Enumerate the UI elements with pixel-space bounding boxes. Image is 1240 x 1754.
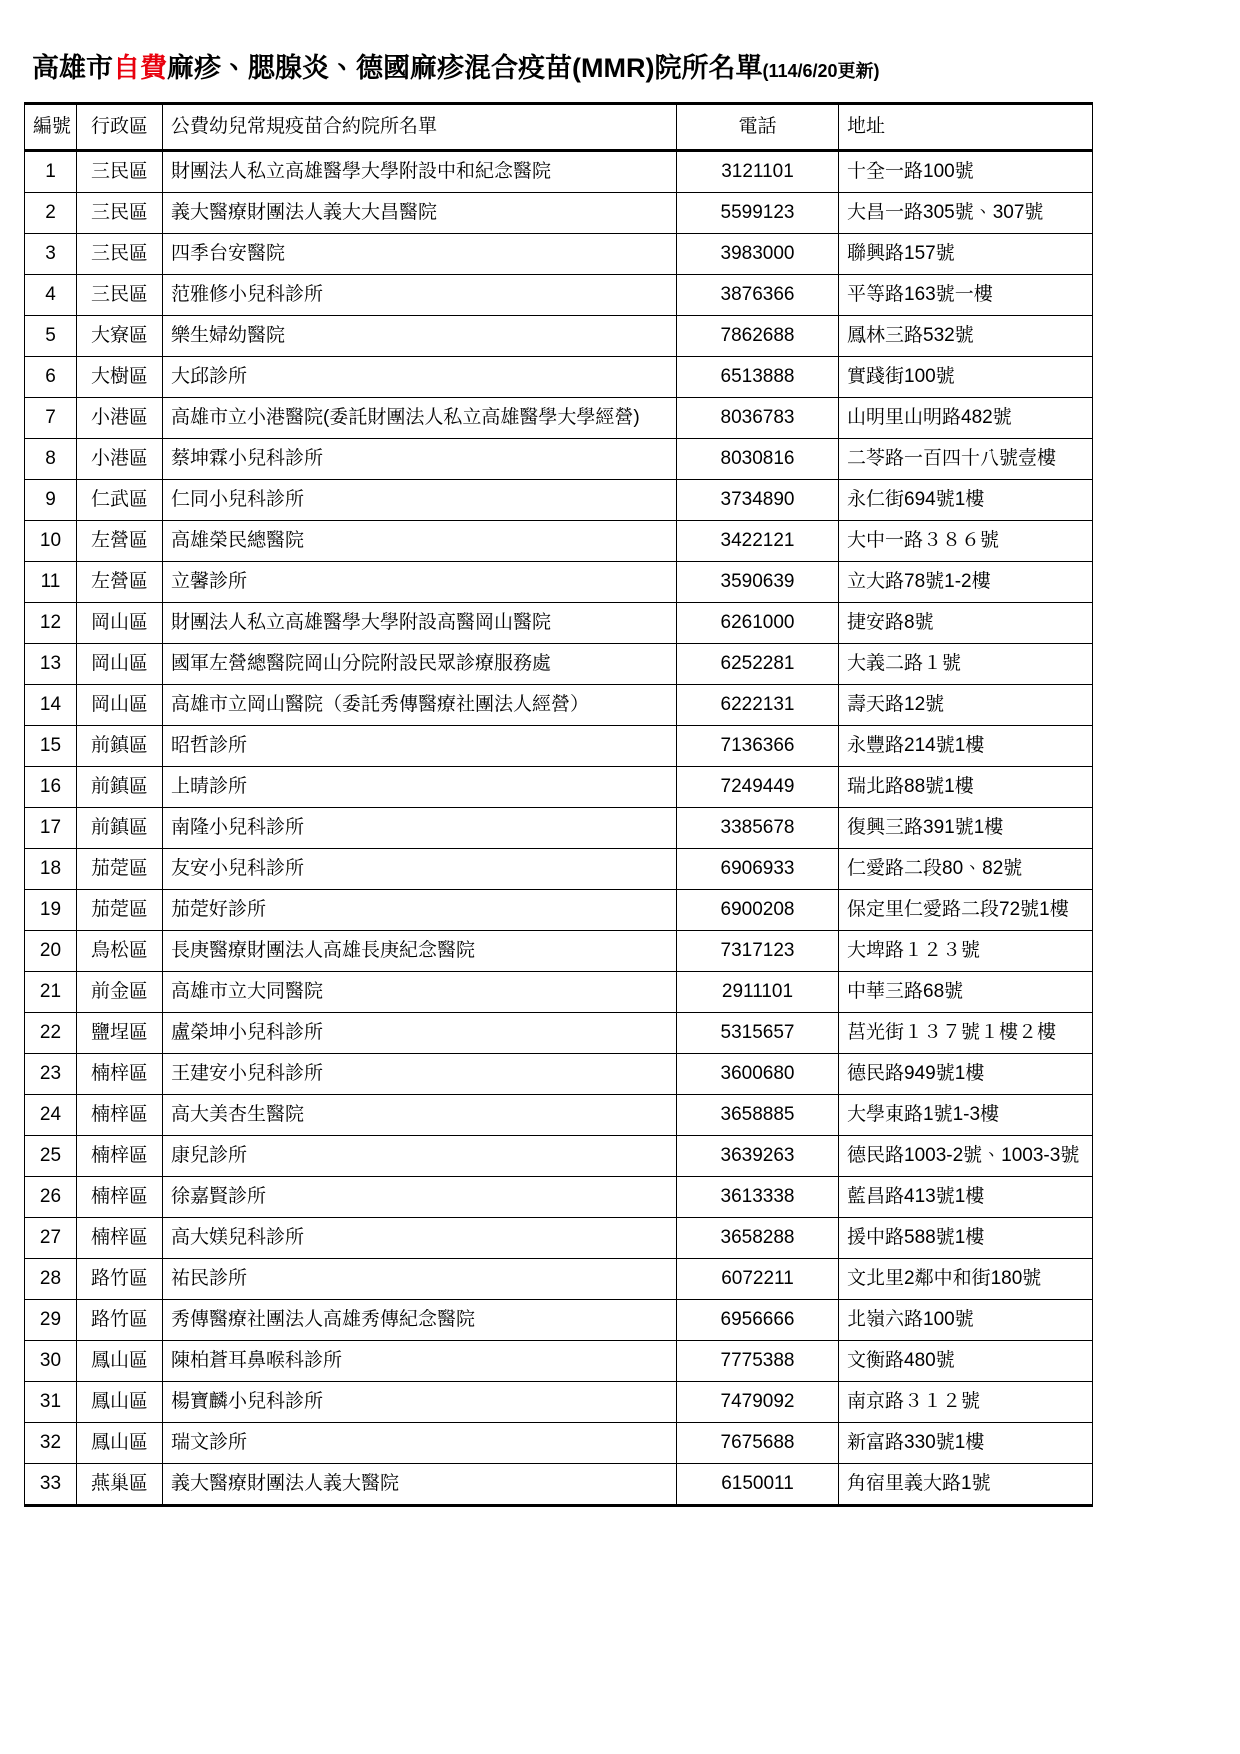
- cell-district: 小港區: [77, 439, 163, 480]
- cell-address: 永豐路214號1樓: [839, 726, 1093, 767]
- cell-no: 19: [25, 890, 77, 931]
- cell-clinic-name: 康兒診所: [163, 1136, 677, 1177]
- cell-address: 復興三路391號1樓: [839, 808, 1093, 849]
- table-row: [25, 234, 1093, 275]
- table-row: [25, 1341, 1093, 1382]
- cell-district: 前鎮區: [77, 726, 163, 767]
- cell-district: 岡山區: [77, 644, 163, 685]
- cell-address: 新富路330號1樓: [839, 1423, 1093, 1464]
- cell-clinic-name: 高雄市立岡山醫院（委託秀傳醫療社團法人經營）: [163, 685, 677, 726]
- cell-clinic-name: 四季台安醫院: [163, 234, 677, 275]
- cell-clinic-name: 高大媄兒科診所: [163, 1218, 677, 1259]
- cell-phone: 6906933: [677, 849, 839, 890]
- cell-district: 鳳山區: [77, 1423, 163, 1464]
- cell-district: 小港區: [77, 398, 163, 439]
- cell-clinic-name: 立馨診所: [163, 562, 677, 603]
- cell-address: 十全一路100號: [839, 151, 1093, 193]
- cell-no: 22: [25, 1013, 77, 1054]
- cell-no: 33: [25, 1464, 77, 1506]
- cell-no: 2: [25, 193, 77, 234]
- cell-address: 壽天路12號: [839, 685, 1093, 726]
- cell-address: 南京路３１２號: [839, 1382, 1093, 1423]
- cell-clinic-name: 仁同小兒科診所: [163, 480, 677, 521]
- cell-clinic-name: 瑞文診所: [163, 1423, 677, 1464]
- cell-phone: 7675688: [677, 1423, 839, 1464]
- cell-district: 三民區: [77, 234, 163, 275]
- cell-district: 燕巢區: [77, 1464, 163, 1506]
- cell-clinic-name: 財團法人私立高雄醫學大學附設中和紀念醫院: [163, 151, 677, 193]
- cell-district: 大樹區: [77, 357, 163, 398]
- cell-district: 岡山區: [77, 685, 163, 726]
- cell-no: 8: [25, 439, 77, 480]
- cell-district: 大寮區: [77, 316, 163, 357]
- cell-no: 9: [25, 480, 77, 521]
- cell-no: 30: [25, 1341, 77, 1382]
- cell-address: 中華三路68號: [839, 972, 1093, 1013]
- cell-address: 角宿里義大路1號: [839, 1464, 1093, 1506]
- cell-clinic-name: 義大醫療財團法人義大大昌醫院: [163, 193, 677, 234]
- cell-address: 文北里2鄰中和街180號: [839, 1259, 1093, 1300]
- cell-address: 大昌一路305號、307號: [839, 193, 1093, 234]
- title-prefix: 高雄市: [32, 53, 113, 83]
- cell-phone: 3876366: [677, 275, 839, 316]
- cell-phone: 6072211: [677, 1259, 839, 1300]
- table-row: [25, 193, 1093, 234]
- cell-clinic-name: 盧榮坤小兒科診所: [163, 1013, 677, 1054]
- cell-no: 18: [25, 849, 77, 890]
- cell-no: 4: [25, 275, 77, 316]
- cell-no: 21: [25, 972, 77, 1013]
- cell-clinic-name: 大邱診所: [163, 357, 677, 398]
- clinic-listing-table: [24, 102, 1093, 1507]
- cell-phone: 7862688: [677, 316, 839, 357]
- cell-address: 聯興路157號: [839, 234, 1093, 275]
- cell-no: 23: [25, 1054, 77, 1095]
- cell-district: 茄萣區: [77, 849, 163, 890]
- cell-no: 11: [25, 562, 77, 603]
- cell-phone: 3385678: [677, 808, 839, 849]
- cell-address: 平等路163號一樓: [839, 275, 1093, 316]
- cell-no: 12: [25, 603, 77, 644]
- table-row: [25, 685, 1093, 726]
- cell-clinic-name: 財團法人私立高雄醫學大學附設高醫岡山醫院: [163, 603, 677, 644]
- cell-clinic-name: 茄萣好診所: [163, 890, 677, 931]
- table-row: [25, 808, 1093, 849]
- table-row: [25, 1382, 1093, 1423]
- cell-phone: 3734890: [677, 480, 839, 521]
- cell-clinic-name: 長庚醫療財團法人高雄長庚紀念醫院: [163, 931, 677, 972]
- title-rest: 麻疹、腮腺炎、德國麻疹混合疫苗(MMR)院所名單: [167, 53, 763, 83]
- cell-phone: 5315657: [677, 1013, 839, 1054]
- cell-district: 仁武區: [77, 480, 163, 521]
- cell-clinic-name: 友安小兒科診所: [163, 849, 677, 890]
- table-row: [25, 480, 1093, 521]
- cell-no: 15: [25, 726, 77, 767]
- cell-district: 左營區: [77, 521, 163, 562]
- cell-phone: 7136366: [677, 726, 839, 767]
- cell-district: 茄萣區: [77, 890, 163, 931]
- cell-district: 鹽埕區: [77, 1013, 163, 1054]
- table-row: [25, 1464, 1093, 1506]
- cell-address: 援中路588號1樓: [839, 1218, 1093, 1259]
- cell-clinic-name: 高雄市立小港醫院(委託財團法人私立高雄醫學大學經營): [163, 398, 677, 439]
- cell-no: 10: [25, 521, 77, 562]
- cell-address: 大義二路１號: [839, 644, 1093, 685]
- table-row: [25, 849, 1093, 890]
- cell-clinic-name: 蔡坤霖小兒科診所: [163, 439, 677, 480]
- table-row: [25, 1218, 1093, 1259]
- cell-phone: 7479092: [677, 1382, 839, 1423]
- cell-district: 三民區: [77, 275, 163, 316]
- table-row: [25, 1259, 1093, 1300]
- column-header-address: 地址: [839, 104, 1093, 151]
- cell-no: 25: [25, 1136, 77, 1177]
- cell-clinic-name: 國軍左營總醫院岡山分院附設民眾診療服務處: [163, 644, 677, 685]
- cell-district: 前鎮區: [77, 808, 163, 849]
- cell-district: 楠梓區: [77, 1218, 163, 1259]
- cell-no: 14: [25, 685, 77, 726]
- cell-phone: 3613338: [677, 1177, 839, 1218]
- cell-phone: 3590639: [677, 562, 839, 603]
- cell-clinic-name: 昭哲診所: [163, 726, 677, 767]
- cell-clinic-name: 范雅修小兒科診所: [163, 275, 677, 316]
- cell-district: 前鎮區: [77, 767, 163, 808]
- cell-address: 捷安路8號: [839, 603, 1093, 644]
- cell-phone: 7317123: [677, 931, 839, 972]
- table-header: [25, 104, 1093, 151]
- table-row: [25, 767, 1093, 808]
- cell-clinic-name: 楊寶麟小兒科診所: [163, 1382, 677, 1423]
- cell-district: 岡山區: [77, 603, 163, 644]
- cell-address: 北嶺六路100號: [839, 1300, 1093, 1341]
- cell-address: 藍昌路413號1樓: [839, 1177, 1093, 1218]
- cell-address: 德民路949號1樓: [839, 1054, 1093, 1095]
- cell-address: 莒光街１３７號１樓２樓: [839, 1013, 1093, 1054]
- table-row: [25, 398, 1093, 439]
- cell-district: 三民區: [77, 193, 163, 234]
- cell-district: 左營區: [77, 562, 163, 603]
- cell-phone: 6252281: [677, 644, 839, 685]
- cell-district: 三民區: [77, 151, 163, 193]
- cell-phone: 7249449: [677, 767, 839, 808]
- table-row: [25, 1054, 1093, 1095]
- cell-clinic-name: 高雄榮民總醫院: [163, 521, 677, 562]
- cell-address: 永仁街694號1樓: [839, 480, 1093, 521]
- cell-clinic-name: 陳柏蒼耳鼻喉科診所: [163, 1341, 677, 1382]
- page-title: [32, 52, 1240, 84]
- cell-clinic-name: 南隆小兒科診所: [163, 808, 677, 849]
- cell-phone: 2911101: [677, 972, 839, 1013]
- cell-phone: 3983000: [677, 234, 839, 275]
- cell-district: 路竹區: [77, 1259, 163, 1300]
- cell-phone: 6261000: [677, 603, 839, 644]
- cell-no: 1: [25, 151, 77, 193]
- table-header-row: [25, 104, 1093, 151]
- table-row: [25, 1423, 1093, 1464]
- cell-no: 17: [25, 808, 77, 849]
- cell-address: 文衡路480號: [839, 1341, 1093, 1382]
- cell-address: 大埤路１２３號: [839, 931, 1093, 972]
- table-row: [25, 439, 1093, 480]
- table-row: [25, 931, 1093, 972]
- table-row: [25, 890, 1093, 931]
- table-row: [25, 1136, 1093, 1177]
- cell-phone: 6150011: [677, 1464, 839, 1506]
- table-row: [25, 726, 1093, 767]
- cell-address: 保定里仁愛路二段72號1樓: [839, 890, 1093, 931]
- cell-phone: 8036783: [677, 398, 839, 439]
- table-body: [25, 151, 1093, 1506]
- column-header-no: 編號: [25, 104, 77, 151]
- cell-clinic-name: 王建安小兒科診所: [163, 1054, 677, 1095]
- cell-clinic-name: 徐嘉賢診所: [163, 1177, 677, 1218]
- table-row: [25, 1013, 1093, 1054]
- cell-no: 7: [25, 398, 77, 439]
- cell-phone: 3658288: [677, 1218, 839, 1259]
- cell-address: 山明里山明路482號: [839, 398, 1093, 439]
- cell-clinic-name: 樂生婦幼醫院: [163, 316, 677, 357]
- cell-phone: 8030816: [677, 439, 839, 480]
- cell-address: 瑞北路88號1樓: [839, 767, 1093, 808]
- cell-clinic-name: 義大醫療財團法人義大醫院: [163, 1464, 677, 1506]
- cell-clinic-name: 祐民診所: [163, 1259, 677, 1300]
- table-row: [25, 521, 1093, 562]
- cell-district: 楠梓區: [77, 1177, 163, 1218]
- cell-phone: 7775388: [677, 1341, 839, 1382]
- table-row: [25, 644, 1093, 685]
- table-row: [25, 275, 1093, 316]
- cell-address: 德民路1003-2號、1003-3號: [839, 1136, 1093, 1177]
- cell-district: 鳳山區: [77, 1382, 163, 1423]
- cell-address: 大學東路1號1-3樓: [839, 1095, 1093, 1136]
- cell-no: 29: [25, 1300, 77, 1341]
- cell-no: 13: [25, 644, 77, 685]
- title-highlight: 自費: [113, 53, 167, 83]
- cell-address: 大中一路３８６號: [839, 521, 1093, 562]
- cell-no: 31: [25, 1382, 77, 1423]
- cell-phone: 6900208: [677, 890, 839, 931]
- cell-address: 二苓路一百四十八號壹樓: [839, 439, 1093, 480]
- cell-phone: 6222131: [677, 685, 839, 726]
- cell-clinic-name: 上晴診所: [163, 767, 677, 808]
- cell-phone: 3121101: [677, 151, 839, 193]
- column-header-phone: 電話: [677, 104, 839, 151]
- cell-phone: 6956666: [677, 1300, 839, 1341]
- cell-address: 實踐街100號: [839, 357, 1093, 398]
- cell-district: 楠梓區: [77, 1136, 163, 1177]
- cell-no: 16: [25, 767, 77, 808]
- cell-clinic-name: 秀傳醫療社團法人高雄秀傳紀念醫院: [163, 1300, 677, 1341]
- cell-phone: 3600680: [677, 1054, 839, 1095]
- cell-district: 路竹區: [77, 1300, 163, 1341]
- table-row: [25, 316, 1093, 357]
- table-row: [25, 1095, 1093, 1136]
- table-row: [25, 1300, 1093, 1341]
- cell-district: 前金區: [77, 972, 163, 1013]
- cell-district: 鳳山區: [77, 1341, 163, 1382]
- cell-address: 鳳林三路532號: [839, 316, 1093, 357]
- cell-phone: 5599123: [677, 193, 839, 234]
- cell-no: 27: [25, 1218, 77, 1259]
- table-row: [25, 151, 1093, 193]
- column-header-clinic-name: 公費幼兒常規疫苗合約院所名單: [163, 104, 677, 151]
- table-row: [25, 972, 1093, 1013]
- cell-no: 26: [25, 1177, 77, 1218]
- cell-district: 楠梓區: [77, 1095, 163, 1136]
- column-header-district: 行政區: [77, 104, 163, 151]
- table-row: [25, 562, 1093, 603]
- table-row: [25, 1177, 1093, 1218]
- cell-phone: 6513888: [677, 357, 839, 398]
- cell-no: 28: [25, 1259, 77, 1300]
- title-update-date: (114/6/20更新): [762, 61, 880, 81]
- cell-address: 立大路78號1-2樓: [839, 562, 1093, 603]
- cell-no: 5: [25, 316, 77, 357]
- cell-clinic-name: 高大美杏生醫院: [163, 1095, 677, 1136]
- cell-phone: 3658885: [677, 1095, 839, 1136]
- cell-no: 32: [25, 1423, 77, 1464]
- table-row: [25, 603, 1093, 644]
- cell-phone: 3639263: [677, 1136, 839, 1177]
- cell-address: 仁愛路二段80、82號: [839, 849, 1093, 890]
- cell-district: 鳥松區: [77, 931, 163, 972]
- cell-no: 6: [25, 357, 77, 398]
- cell-district: 楠梓區: [77, 1054, 163, 1095]
- table-row: [25, 357, 1093, 398]
- cell-no: 20: [25, 931, 77, 972]
- cell-no: 24: [25, 1095, 77, 1136]
- cell-phone: 3422121: [677, 521, 839, 562]
- cell-clinic-name: 高雄市立大同醫院: [163, 972, 677, 1013]
- cell-no: 3: [25, 234, 77, 275]
